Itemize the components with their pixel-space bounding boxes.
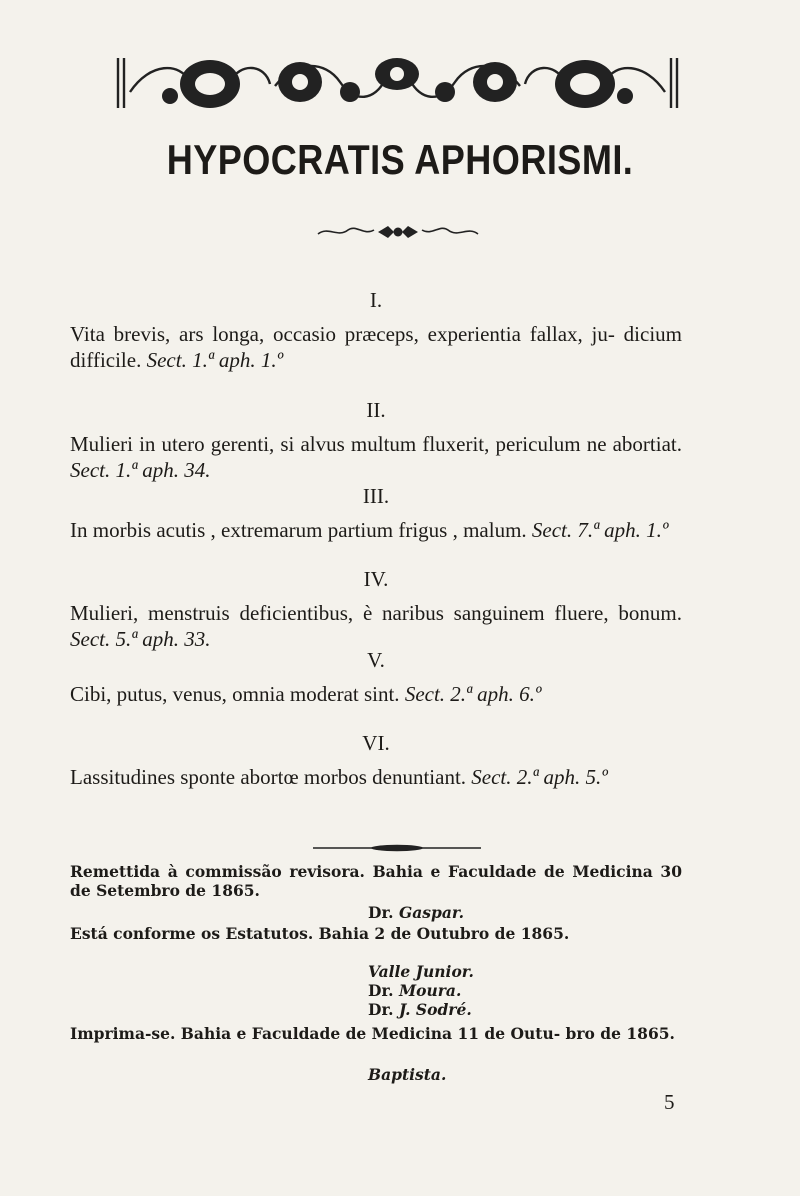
signature-sodre <box>368 1000 472 1019</box>
signature-prefix: Dr. <box>368 903 394 922</box>
aphorism-6 <box>70 730 682 790</box>
conformity-note: Está conforme os Estatutos. Bahia 2 de Outubro de 1865. <box>70 924 570 943</box>
aphorism-number: IV. <box>363 567 389 591</box>
aphorism-1 <box>70 287 682 373</box>
decorative-rule-icon <box>313 844 481 852</box>
aphorism-2 <box>70 397 682 483</box>
aphorism-number: III. <box>362 484 390 508</box>
signature-prefix: Dr. <box>368 1000 394 1019</box>
small-fleuron-divider-icon <box>316 222 480 242</box>
aphorism-reference: Sect. 1.ª aph. 1.º <box>146 348 284 372</box>
aphorism-4 <box>70 566 682 652</box>
signature-valle-junior <box>368 962 474 981</box>
signature-name: Baptista. <box>368 1065 447 1084</box>
remittance-note: Remettida à commissão revisora. Bahia e Faculdade de Medicina 30 de Setembro de 1865. <box>70 862 682 900</box>
aphorism-reference: Sect. 2.ª aph. 5.º <box>471 765 608 789</box>
aphorism-number: V. <box>367 648 385 672</box>
aphorism-number: I. <box>369 288 383 312</box>
aphorism-3 <box>70 483 682 543</box>
signature-prefix: Dr. <box>368 981 394 1000</box>
aphorism-text: Mulieri in utero gerenti, si alvus multum fluxerit, periculum ne abortiat. <box>70 432 682 456</box>
aphorism-text: Vita brevis, ars longa, occasio præceps, experientia fallax, ju- dicium difficile. <box>70 322 682 372</box>
aphorism-text: Lassitudines sponte abortœ morbos denuntiant. <box>70 765 467 789</box>
signature-moura <box>368 981 461 1000</box>
floral-scroll-ornament-icon <box>110 52 685 114</box>
signature-baptista <box>368 1065 446 1084</box>
aphorism-number: II. <box>366 398 386 422</box>
signature-name: Moura. <box>399 981 462 1000</box>
imprimatur-note: Imprima-se. Bahia e Faculdade de Medicina 11 de Outu- bro de 1865. <box>70 1024 675 1043</box>
signature-name: J. Sodré. <box>399 1000 472 1019</box>
signature-gaspar <box>368 903 464 922</box>
aphorism-reference: Sect. 7.ª aph. 1.º <box>531 518 669 542</box>
aphorism-number: VI. <box>362 731 390 755</box>
aphorism-reference: Sect. 2.ª aph. 6.º <box>404 682 542 706</box>
aphorism-text: Mulieri, menstruis deficientibus, è naribus sanguinem fluere, bonum. <box>70 601 682 625</box>
aphorism-text: In morbis acutis , extremarum partium frigus , malum. <box>70 518 527 542</box>
aphorism-reference: Sect. 5.ª aph. 33. <box>70 627 211 651</box>
aphorism-5 <box>70 647 682 707</box>
signature-name: Gaspar. <box>399 903 465 922</box>
aphorism-text: Cibi, putus, venus, omnia moderat sint. <box>70 682 400 706</box>
page-number: 5 <box>664 1090 675 1114</box>
aphorism-reference: Sect. 1.ª aph. 34. <box>70 458 211 482</box>
page-title: HYPOCRATIS APHORISMI. <box>166 136 634 183</box>
signature-name: Valle Junior. <box>368 962 474 981</box>
